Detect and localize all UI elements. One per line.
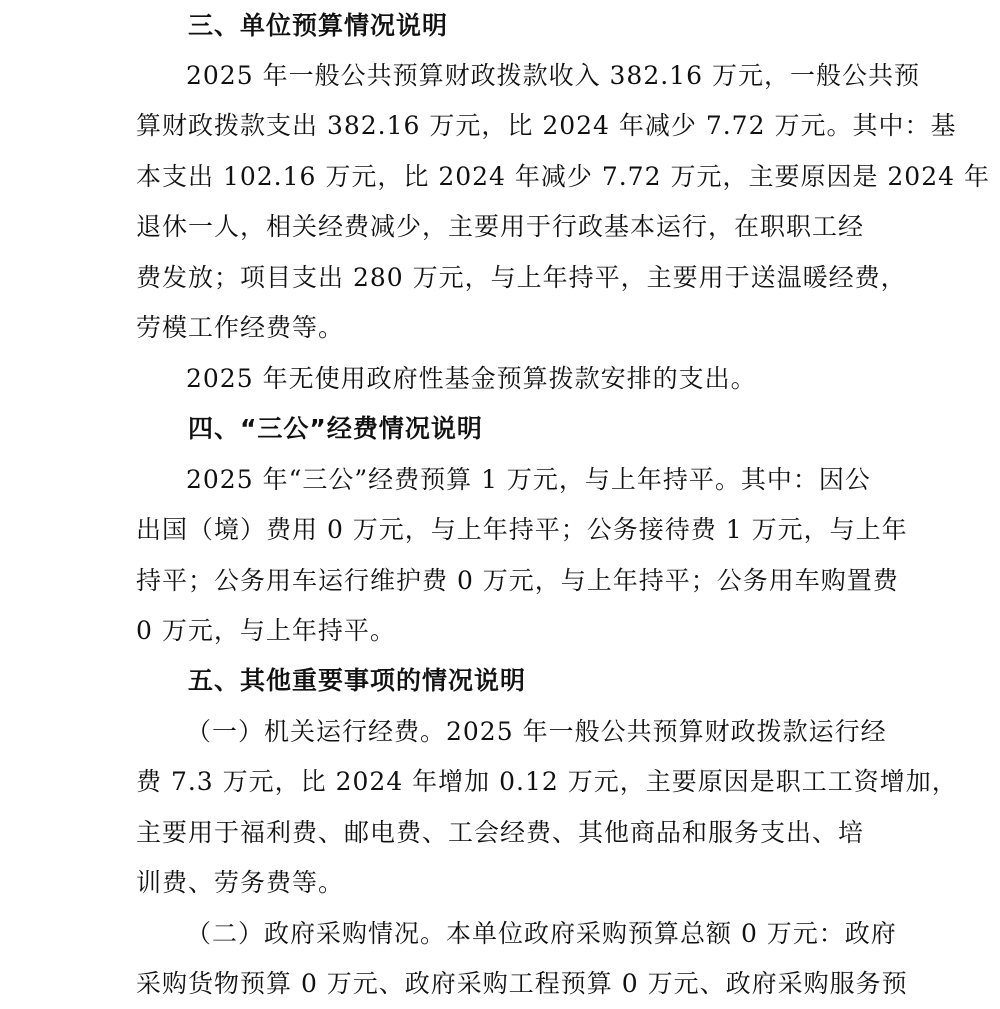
- paragraph-line: 2025 年无使用政府性基金预算拨款安排的支出。: [186, 364, 757, 393]
- paragraph-line: 采购货物预算 0 万元、政府采购工程预算 0 万元、政府采购服务预: [136, 969, 908, 998]
- section-heading-other-matters: 五、其他重要事项的情况说明: [188, 666, 527, 695]
- paragraph-line: 劳模工作经费等。: [136, 313, 345, 342]
- paragraph-line: （二）政府采购情况。本单位政府采购预算总额 0 万元：政府: [186, 919, 897, 948]
- paragraph-line: 持平；公务用车运行维护费 0 万元，与上年持平；公务用车购置费: [136, 566, 899, 595]
- paragraph-line: 主要用于福利费、邮电费、工会经费、其他商品和服务支出、培: [136, 818, 865, 847]
- paragraph-line: 费发放；项目支出 280 万元，与上年持平，主要用于送温暖经费，: [136, 263, 907, 292]
- paragraph-line: 0 万元，与上年持平。: [136, 616, 396, 645]
- paragraph-line: 退休一人，相关经费减少，主要用于行政基本运行，在职职工经: [136, 212, 865, 241]
- paragraph-line: 2025 年一般公共预算财政拨款收入 382.16 万元，一般公共预: [186, 61, 920, 90]
- paragraph-line: 2025 年“三公”经费预算 1 万元，与上年持平。其中：因公: [186, 465, 871, 494]
- paragraph-line: 本支出 102.16 万元，比 2024 年减少 7.72 万元，主要原因是 2024 年: [136, 162, 990, 191]
- paragraph-line: 出国（境）费用 0 万元，与上年持平；公务接待费 1 万元，与上年: [136, 515, 908, 544]
- paragraph-line: （一）机关运行经费。2025 年一般公共预算财政拨款运行经: [186, 717, 887, 746]
- paragraph-line: 费 7.3 万元，比 2024 年增加 0.12 万元，主要原因是职工工资增加，: [136, 767, 958, 796]
- paragraph-line: 训费、劳务费等。: [136, 868, 345, 897]
- paragraph-line: 算财政拨款支出 382.16 万元，比 2024 年减少 7.72 万元。其中：基: [136, 111, 957, 140]
- section-heading-three-public-expenses: 四、“三公”经费情况说明: [188, 414, 483, 443]
- section-heading-unit-budget: 三、单位预算情况说明: [188, 11, 449, 40]
